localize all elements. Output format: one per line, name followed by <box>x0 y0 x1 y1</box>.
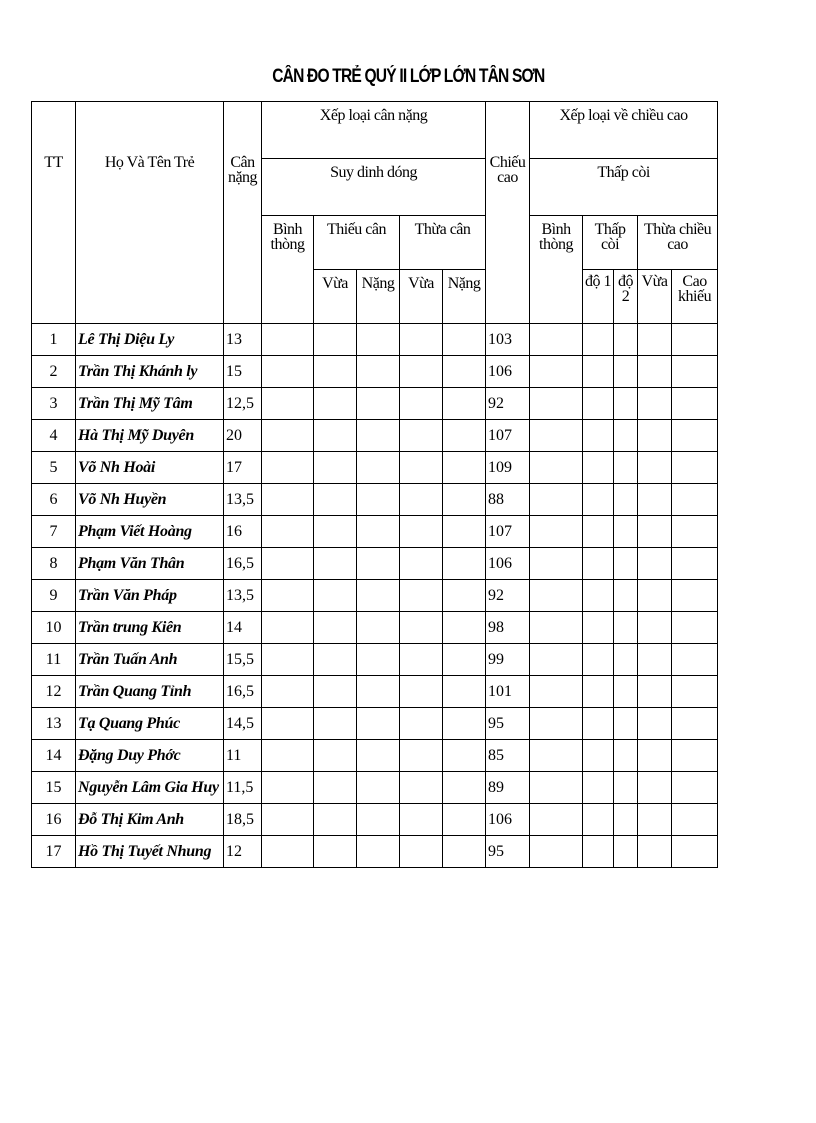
empty-cell <box>583 324 614 356</box>
empty-cell <box>262 548 314 580</box>
header-normal-weight: Bình thòng <box>262 216 314 324</box>
empty-cell <box>638 324 672 356</box>
row-weight: 14 <box>224 612 262 644</box>
header-tt: TT <box>32 102 76 324</box>
empty-cell <box>614 804 638 836</box>
empty-cell <box>357 740 400 772</box>
empty-cell <box>400 356 443 388</box>
row-weight: 13,5 <box>224 484 262 516</box>
empty-cell <box>400 580 443 612</box>
empty-cell <box>443 580 486 612</box>
row-height: 107 <box>486 420 530 452</box>
row-tt: 8 <box>32 548 76 580</box>
empty-cell <box>638 740 672 772</box>
empty-cell <box>583 516 614 548</box>
empty-cell <box>262 516 314 548</box>
empty-cell <box>672 740 718 772</box>
empty-cell <box>672 580 718 612</box>
header-height-group: Xếp loại về chiều cao <box>530 102 718 159</box>
empty-cell <box>400 772 443 804</box>
row-tt: 15 <box>32 772 76 804</box>
row-height: 106 <box>486 356 530 388</box>
empty-cell <box>400 612 443 644</box>
empty-cell <box>443 356 486 388</box>
table-row <box>32 484 718 516</box>
empty-cell <box>443 516 486 548</box>
header-underweight: Thiếu cân <box>314 216 400 270</box>
measurement-table <box>31 101 718 868</box>
empty-cell <box>314 484 357 516</box>
empty-cell <box>400 388 443 420</box>
header-overweight-moderate: Vừa <box>400 270 443 324</box>
table-row <box>32 804 718 836</box>
empty-cell <box>357 516 400 548</box>
empty-cell <box>314 452 357 484</box>
empty-cell <box>672 420 718 452</box>
header-degree-1: độ 1 <box>583 270 614 324</box>
row-tt: 1 <box>32 324 76 356</box>
empty-cell <box>357 452 400 484</box>
empty-cell <box>672 644 718 676</box>
row-height: 95 <box>486 708 530 740</box>
empty-cell <box>400 708 443 740</box>
empty-cell <box>357 548 400 580</box>
empty-cell <box>583 548 614 580</box>
empty-cell <box>638 580 672 612</box>
row-name: Nguyễn Lâm Gia Huy <box>76 772 224 804</box>
empty-cell <box>638 708 672 740</box>
empty-cell <box>314 420 357 452</box>
row-name: Trần trung Kiên <box>76 612 224 644</box>
table-row <box>32 772 718 804</box>
empty-cell <box>262 452 314 484</box>
empty-cell <box>357 804 400 836</box>
empty-cell <box>262 676 314 708</box>
empty-cell <box>443 804 486 836</box>
empty-cell <box>314 356 357 388</box>
table-row <box>32 388 718 420</box>
header-tall: Thừa chiều cao <box>638 216 718 270</box>
empty-cell <box>400 836 443 868</box>
row-name: Võ Nh Hoài <box>76 452 224 484</box>
empty-cell <box>614 836 638 868</box>
row-name: Đỗ Thị Kim Anh <box>76 804 224 836</box>
row-height: 89 <box>486 772 530 804</box>
empty-cell <box>400 420 443 452</box>
empty-cell <box>638 772 672 804</box>
empty-cell <box>314 772 357 804</box>
header-underweight-moderate: Vừa <box>314 270 357 324</box>
row-name: Trần Quang Tỉnh <box>76 676 224 708</box>
empty-cell <box>614 580 638 612</box>
empty-cell <box>583 772 614 804</box>
empty-cell <box>614 676 638 708</box>
empty-cell <box>672 356 718 388</box>
header-weight: Cân nặng <box>224 102 262 324</box>
empty-cell <box>672 452 718 484</box>
header-underweight-severe: Nặng <box>357 270 400 324</box>
empty-cell <box>443 388 486 420</box>
empty-cell <box>614 356 638 388</box>
empty-cell <box>530 484 583 516</box>
row-name: Hồ Thị Tuyết Nhung <box>76 836 224 868</box>
row-name: Trần Thị Mỹ Tâm <box>76 388 224 420</box>
empty-cell <box>583 836 614 868</box>
row-weight: 13 <box>224 324 262 356</box>
empty-cell <box>614 420 638 452</box>
empty-cell <box>443 324 486 356</box>
row-weight: 11 <box>224 740 262 772</box>
empty-cell <box>638 676 672 708</box>
empty-cell <box>672 388 718 420</box>
empty-cell <box>443 612 486 644</box>
empty-cell <box>400 452 443 484</box>
empty-cell <box>530 740 583 772</box>
empty-cell <box>614 772 638 804</box>
empty-cell <box>400 740 443 772</box>
row-weight: 15,5 <box>224 644 262 676</box>
empty-cell <box>583 708 614 740</box>
table-row <box>32 516 718 548</box>
empty-cell <box>638 836 672 868</box>
row-name: Đặng Duy Phớc <box>76 740 224 772</box>
empty-cell <box>530 772 583 804</box>
row-weight: 16,5 <box>224 676 262 708</box>
row-weight: 12 <box>224 836 262 868</box>
empty-cell <box>672 708 718 740</box>
empty-cell <box>314 324 357 356</box>
table-row <box>32 676 718 708</box>
row-weight: 20 <box>224 420 262 452</box>
row-height: 101 <box>486 676 530 708</box>
row-tt: 9 <box>32 580 76 612</box>
table-row <box>32 580 718 612</box>
empty-cell <box>583 452 614 484</box>
empty-cell <box>314 644 357 676</box>
empty-cell <box>638 356 672 388</box>
row-height: 98 <box>486 612 530 644</box>
empty-cell <box>400 644 443 676</box>
row-height: 99 <box>486 644 530 676</box>
table-row <box>32 708 718 740</box>
row-name: Lê Thị Diệu Ly <box>76 324 224 356</box>
empty-cell <box>583 676 614 708</box>
empty-cell <box>614 644 638 676</box>
row-height: 107 <box>486 516 530 548</box>
row-height: 92 <box>486 580 530 612</box>
header-weight-group: Xếp loại cân nặng <box>262 102 486 159</box>
empty-cell <box>357 708 400 740</box>
empty-cell <box>262 644 314 676</box>
empty-cell <box>583 356 614 388</box>
empty-cell <box>262 772 314 804</box>
empty-cell <box>530 676 583 708</box>
empty-cell <box>443 484 486 516</box>
empty-cell <box>443 772 486 804</box>
row-tt: 5 <box>32 452 76 484</box>
empty-cell <box>262 708 314 740</box>
table-row <box>32 548 718 580</box>
empty-cell <box>530 804 583 836</box>
table-row <box>32 324 718 356</box>
empty-cell <box>638 484 672 516</box>
empty-cell <box>443 676 486 708</box>
empty-cell <box>672 836 718 868</box>
header-overweight: Thừa cân <box>400 216 486 270</box>
empty-cell <box>672 516 718 548</box>
row-weight: 17 <box>224 452 262 484</box>
header-degree-2: độ 2 <box>614 270 638 324</box>
empty-cell <box>530 516 583 548</box>
row-height: 88 <box>486 484 530 516</box>
empty-cell <box>530 548 583 580</box>
table-row <box>32 836 718 868</box>
row-tt: 12 <box>32 676 76 708</box>
empty-cell <box>400 804 443 836</box>
table-row <box>32 740 718 772</box>
empty-cell <box>614 388 638 420</box>
empty-cell <box>262 836 314 868</box>
empty-cell <box>443 420 486 452</box>
header-normal-height: Bình thòng <box>530 216 583 324</box>
empty-cell <box>400 516 443 548</box>
empty-cell <box>314 708 357 740</box>
empty-cell <box>638 388 672 420</box>
empty-cell <box>262 740 314 772</box>
row-tt: 7 <box>32 516 76 548</box>
empty-cell <box>443 452 486 484</box>
empty-cell <box>357 580 400 612</box>
empty-cell <box>583 644 614 676</box>
empty-cell <box>530 708 583 740</box>
empty-cell <box>583 388 614 420</box>
row-tt: 6 <box>32 484 76 516</box>
header-short: Thấp còi <box>583 216 638 270</box>
empty-cell <box>583 420 614 452</box>
empty-cell <box>530 836 583 868</box>
row-name: Phạm Văn Thân <box>76 548 224 580</box>
table-row <box>32 420 718 452</box>
empty-cell <box>530 356 583 388</box>
empty-cell <box>530 580 583 612</box>
empty-cell <box>400 676 443 708</box>
row-tt: 16 <box>32 804 76 836</box>
table-row <box>32 612 718 644</box>
row-tt: 14 <box>32 740 76 772</box>
empty-cell <box>614 324 638 356</box>
row-weight: 16,5 <box>224 548 262 580</box>
header-height: Chiếu cao <box>486 102 530 324</box>
empty-cell <box>583 740 614 772</box>
header-row-1 <box>32 102 718 159</box>
empty-cell <box>262 356 314 388</box>
row-weight: 16 <box>224 516 262 548</box>
table-row <box>32 644 718 676</box>
row-weight: 14,5 <box>224 708 262 740</box>
empty-cell <box>262 420 314 452</box>
empty-cell <box>614 612 638 644</box>
empty-cell <box>262 388 314 420</box>
empty-cell <box>638 548 672 580</box>
empty-cell <box>314 804 357 836</box>
empty-cell <box>357 484 400 516</box>
empty-cell <box>530 388 583 420</box>
row-tt: 10 <box>32 612 76 644</box>
empty-cell <box>614 740 638 772</box>
empty-cell <box>314 516 357 548</box>
empty-cell <box>443 708 486 740</box>
row-weight: 18,5 <box>224 804 262 836</box>
empty-cell <box>314 580 357 612</box>
table-row <box>32 452 718 484</box>
empty-cell <box>262 612 314 644</box>
empty-cell <box>400 548 443 580</box>
empty-cell <box>357 644 400 676</box>
empty-cell <box>262 324 314 356</box>
empty-cell <box>314 548 357 580</box>
page-title: CÂN ĐO TRẺ QUÝ II LỚP LỚN TÂN SƠN <box>272 66 545 87</box>
empty-cell <box>638 804 672 836</box>
header-name: Họ Và Tên Trẻ <box>76 102 224 324</box>
header-very-tall: Cao khiếu <box>672 270 718 324</box>
row-height: 106 <box>486 548 530 580</box>
row-name: Hà Thị Mỹ Duyên <box>76 420 224 452</box>
row-tt: 3 <box>32 388 76 420</box>
row-name: Tạ Quang Phúc <box>76 708 224 740</box>
empty-cell <box>443 740 486 772</box>
empty-cell <box>638 452 672 484</box>
row-height: 106 <box>486 804 530 836</box>
empty-cell <box>583 804 614 836</box>
empty-cell <box>314 612 357 644</box>
empty-cell <box>314 740 357 772</box>
header-malnutrition: Suy dinh dóng <box>262 159 486 216</box>
row-tt: 17 <box>32 836 76 868</box>
empty-cell <box>357 356 400 388</box>
empty-cell <box>583 484 614 516</box>
empty-cell <box>530 644 583 676</box>
empty-cell <box>357 772 400 804</box>
row-tt: 2 <box>32 356 76 388</box>
empty-cell <box>530 324 583 356</box>
row-name: Trần Văn Pháp <box>76 580 224 612</box>
header-tall-moderate: Vừa <box>638 270 672 324</box>
empty-cell <box>357 612 400 644</box>
empty-cell <box>357 388 400 420</box>
empty-cell <box>314 836 357 868</box>
empty-cell <box>443 644 486 676</box>
row-weight: 13,5 <box>224 580 262 612</box>
empty-cell <box>614 516 638 548</box>
table-row <box>32 356 718 388</box>
row-height: 92 <box>486 388 530 420</box>
empty-cell <box>443 836 486 868</box>
empty-cell <box>638 420 672 452</box>
empty-cell <box>357 676 400 708</box>
row-weight: 11,5 <box>224 772 262 804</box>
empty-cell <box>357 836 400 868</box>
empty-cell <box>357 324 400 356</box>
empty-cell <box>530 420 583 452</box>
empty-cell <box>400 484 443 516</box>
empty-cell <box>530 612 583 644</box>
row-name: Phạm Viết Hoàng <box>76 516 224 548</box>
row-height: 103 <box>486 324 530 356</box>
empty-cell <box>443 548 486 580</box>
row-weight: 15 <box>224 356 262 388</box>
empty-cell <box>672 484 718 516</box>
empty-cell <box>614 708 638 740</box>
header-stunting: Thấp còi <box>530 159 718 216</box>
empty-cell <box>262 804 314 836</box>
row-name: Trần Thị Khánh ly <box>76 356 224 388</box>
empty-cell <box>314 676 357 708</box>
empty-cell <box>672 612 718 644</box>
row-tt: 11 <box>32 644 76 676</box>
row-name: Võ Nh Huyền <box>76 484 224 516</box>
empty-cell <box>314 388 357 420</box>
empty-cell <box>583 580 614 612</box>
header-overweight-severe: Nặng <box>443 270 486 324</box>
empty-cell <box>672 804 718 836</box>
row-height: 95 <box>486 836 530 868</box>
empty-cell <box>530 452 583 484</box>
row-height: 85 <box>486 740 530 772</box>
row-height: 109 <box>486 452 530 484</box>
row-name: Trần Tuấn Anh <box>76 644 224 676</box>
empty-cell <box>672 676 718 708</box>
empty-cell <box>400 324 443 356</box>
empty-cell <box>672 324 718 356</box>
empty-cell <box>357 420 400 452</box>
empty-cell <box>262 484 314 516</box>
row-weight: 12,5 <box>224 388 262 420</box>
row-tt: 13 <box>32 708 76 740</box>
empty-cell <box>614 484 638 516</box>
row-tt: 4 <box>32 420 76 452</box>
empty-cell <box>638 644 672 676</box>
empty-cell <box>638 612 672 644</box>
empty-cell <box>262 580 314 612</box>
empty-cell <box>583 612 614 644</box>
empty-cell <box>672 772 718 804</box>
empty-cell <box>614 548 638 580</box>
empty-cell <box>614 452 638 484</box>
empty-cell <box>672 548 718 580</box>
empty-cell <box>638 516 672 548</box>
